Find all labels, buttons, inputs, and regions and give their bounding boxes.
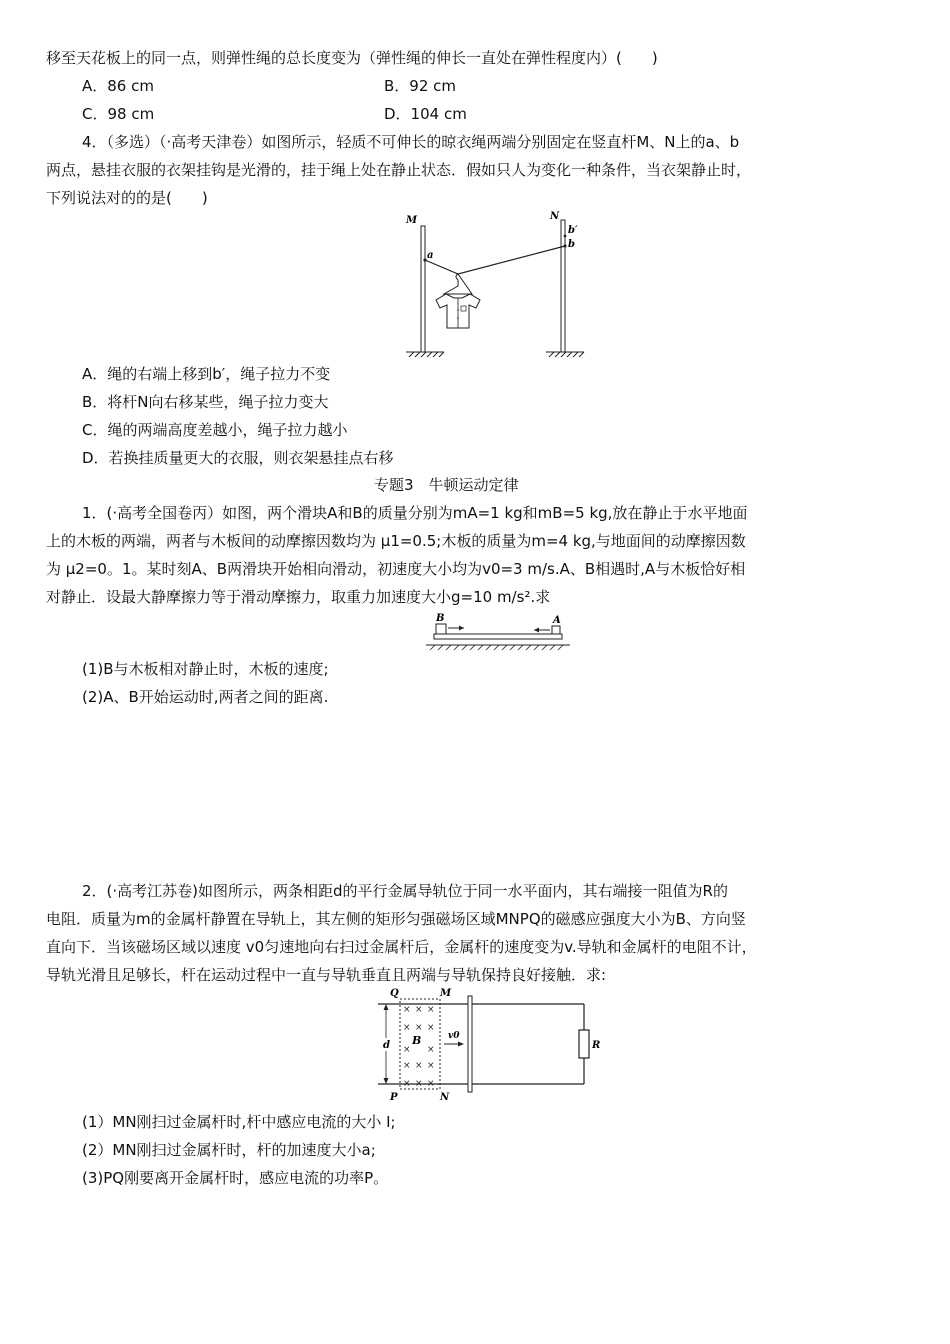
section-title: 专题3 牛顿运动定律 xyxy=(374,476,519,494)
clothesline-figure xyxy=(396,206,596,358)
q3-option-a: A．86 cm xyxy=(82,77,154,95)
s3q2-line-3: 直向下．当该磁场区域以速度 v0匀速地向右扫过金属杆后，金属杆的速度变为v.导轨和金属杆的电阻不计， xyxy=(46,938,757,956)
svg-text:×: × xyxy=(403,1045,411,1055)
svg-text:×: × xyxy=(427,1005,435,1015)
svg-text:×: × xyxy=(427,1079,435,1089)
label-block-B: B xyxy=(436,613,445,624)
label-b-prime: b′ xyxy=(568,225,578,236)
svg-text:×: × xyxy=(403,1023,411,1033)
svg-text:×: × xyxy=(415,1005,423,1015)
q4-option-d: D．若换挂质量更大的衣服，则衣架悬挂点右移 xyxy=(82,449,394,467)
svg-text:×: × xyxy=(403,1079,411,1089)
s3q2-sub-2: (2）MN刚扫过金属杆时，杆的加速度大小a; xyxy=(82,1141,376,1159)
svg-text:×: × xyxy=(403,1061,411,1071)
label-v0: v0 xyxy=(448,1031,460,1041)
label-N: N xyxy=(440,1092,450,1103)
s3q2-line-4: 导轨光滑且足够长，杆在运动过程中一直与导轨垂直且两端与导轨保持良好接触．求: xyxy=(46,966,607,984)
rail-magnetic-figure xyxy=(378,986,606,1106)
svg-text:×: × xyxy=(415,1023,423,1033)
s3q1-line-1: 1．(·高考全国卷丙）如图，两个滑块A和B的质量分别为mA=1 kg和mB=5 kg,放在静止于水平地面 xyxy=(82,504,748,522)
s3q2-sub-1: (1）MN刚扫过金属杆时,杆中感应电流的大小 I; xyxy=(82,1113,396,1131)
label-block-A: A xyxy=(553,615,561,626)
svg-text:×: × xyxy=(427,1045,435,1055)
q3-line-1: 移至天花板上的同一点，则弹性绳的总长度变为（弹性绳的伸长一直处在弹性程度内）( ) xyxy=(46,49,658,67)
q3-option-b: B．92 cm xyxy=(384,77,457,95)
q4-option-c: C．绳的两端高度差越小，绳子拉力越小 xyxy=(82,421,348,439)
sliding-blocks-figure xyxy=(424,610,572,652)
q3-option-d: D．104 cm xyxy=(384,105,467,123)
s3q1-line-3: 为 μ2=0。1。某时刻A、B两滑块开始相向滑动，初速度大小均为v0=3 m/s.A、B相遇时,A与木板恰好相 xyxy=(46,560,746,578)
s3q1-line-2: 上的木板的两端，两者与木板间的动摩擦因数均为 μ1=0.5;木板的质量为m=4 kg,与地面间的动摩擦因数 xyxy=(46,532,746,550)
s3q1-sub-1: (1)B与木板相对静止时，木板的速度; xyxy=(82,660,329,678)
q4-option-b: B．将杆N向右移某些，绳子拉力变大 xyxy=(82,393,329,411)
svg-text:×: × xyxy=(415,1079,423,1089)
svg-text:×: × xyxy=(415,1061,423,1071)
label-M: M xyxy=(440,988,452,999)
label-a: a xyxy=(427,250,434,261)
svg-text:×: × xyxy=(427,1061,435,1071)
label-R: R xyxy=(592,1040,601,1051)
label-b: b xyxy=(568,239,575,250)
q4-option-a: A．绳的右端上移到b′，绳子拉力不变 xyxy=(82,365,331,383)
s3q1-sub-2: (2)A、B开始运动时,两者之间的距离. xyxy=(82,688,329,706)
svg-text:×: × xyxy=(403,1005,411,1015)
q4-line-2: 两点，悬挂衣服的衣架挂钩是光滑的，挂于绳上处在静止状态．假如只人为变化一种条件，当衣架静止时， xyxy=(46,161,752,179)
label-d: d xyxy=(383,1040,390,1051)
label-Q: Q xyxy=(390,988,399,999)
q4-line-1: 4．（多选）（·高考天津卷）如图所示，轻质不可伸长的晾衣绳两端分别固定在竖直杆M、N上的a、b xyxy=(82,133,740,151)
s3q2-line-2: 电阻．质量为m的金属杆静置在导轨上，其左侧的矩形匀强磁场区域MNPQ的磁感应强度大小为B、方向竖 xyxy=(46,910,746,928)
s3q1-line-4: 对静止．设最大静摩擦力等于滑动摩擦力，取重力加速度大小g=10 m/s².求 xyxy=(46,588,551,606)
svg-text:×: × xyxy=(427,1023,435,1033)
s3q2-sub-3: (3)PQ刚要离开金属杆时，感应电流的功率P。 xyxy=(82,1169,389,1187)
label-M: M xyxy=(406,215,418,226)
q4-line-3: 下列说法对的的是( ) xyxy=(46,189,208,207)
q3-option-c: C．98 cm xyxy=(82,105,155,123)
label-N: N xyxy=(550,211,560,222)
label-B-field: B xyxy=(412,1034,422,1047)
s3q2-line-1: 2．(·高考江苏卷)如图所示，两条相距d的平行金属导轨位于同一水平面内，其右端接一阻值为R的 xyxy=(82,882,728,900)
label-P: P xyxy=(390,1092,398,1103)
